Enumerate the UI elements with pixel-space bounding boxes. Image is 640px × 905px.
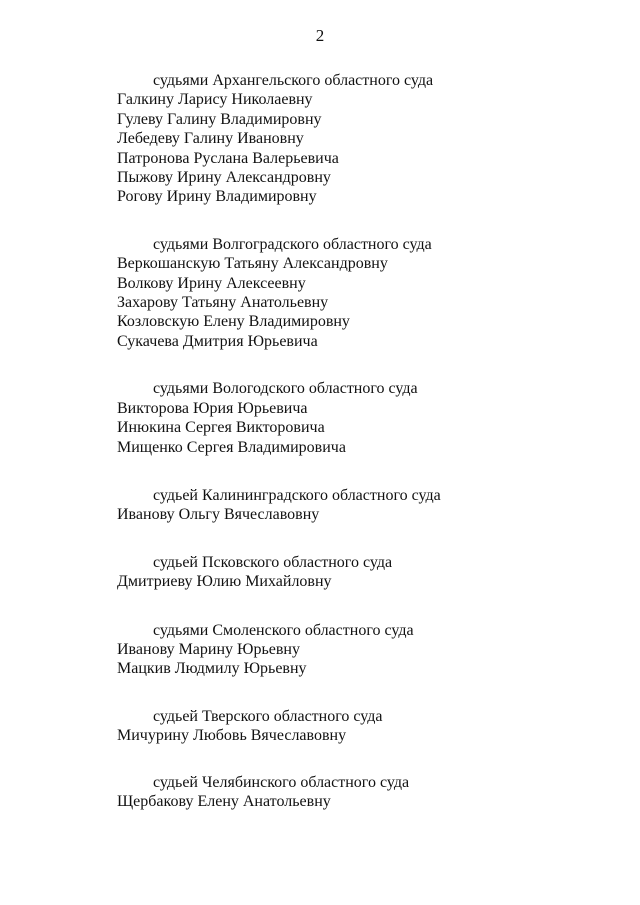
section-heading: судьей Калининградского областного суда — [153, 486, 441, 504]
judge-name: Инюкина Сергея Викторовича — [117, 419, 325, 437]
judge-name: Сукачева Дмитрия Юрьевича — [117, 332, 318, 350]
court-section-pskov — [117, 553, 617, 592]
judge-name: Щербакову Елену Анатольевну — [117, 792, 331, 810]
judge-name: Мацкив Людмилу Юрьевну — [117, 660, 307, 678]
judge-name: Иванову Марину Юрьевну — [117, 640, 300, 658]
judge-name: Веркошанскую Татьяну Александровну — [117, 255, 388, 273]
section-heading: судьями Волгоградского областного суда — [153, 235, 432, 253]
court-section-kaliningrad — [117, 486, 617, 525]
judge-name: Козловскую Елену Владимировну — [117, 313, 350, 331]
court-section-chelyabinsk — [117, 773, 617, 812]
section-heading: судьями Архангельского областного суда — [153, 72, 434, 89]
section-heading: судьями Смоленского областного суда — [153, 621, 414, 639]
court-section-tver — [117, 707, 617, 746]
judge-name: Галкину Ларису Николаевну — [117, 91, 313, 109]
court-section-smolensk — [117, 621, 617, 679]
page-number: 2 — [315, 26, 325, 45]
judge-name: Гулеву Галину Владимировну — [117, 110, 322, 128]
judge-name: Пыжову Ирину Александровну — [117, 169, 331, 187]
section-heading: судьей Челябинского областного суда — [153, 773, 410, 791]
judge-name: Иванову Ольгу Вячеславовну — [117, 506, 320, 524]
judge-name: Дмитриеву Юлию Михайловну — [117, 573, 332, 591]
judge-name: Викторова Юрия Юрьевича — [117, 399, 308, 417]
judge-name: Мищенко Сергея Владимировича — [117, 438, 346, 456]
judge-name: Волкову Ирину Алексеевну — [117, 274, 306, 292]
judge-name: Рогову Ирину Владимировну — [117, 188, 317, 206]
judge-name: Захарову Татьяну Анатольевну — [117, 294, 329, 312]
document-body — [117, 71, 617, 811]
court-section-arkhangelsk — [117, 71, 617, 207]
section-heading: судьей Псковского областного суда — [153, 553, 393, 571]
judge-name: Лебедеву Галину Ивановну — [117, 130, 304, 148]
section-heading: судьей Тверского областного суда — [153, 707, 383, 725]
section-heading: судьями Вологодского областного суда — [153, 380, 418, 398]
judge-name: Патронова Руслана Валерьевича — [117, 149, 339, 167]
court-section-volgograd — [117, 235, 617, 351]
court-section-vologda — [117, 379, 617, 457]
judge-name: Мичурину Любовь Вячеславовну — [117, 727, 347, 745]
